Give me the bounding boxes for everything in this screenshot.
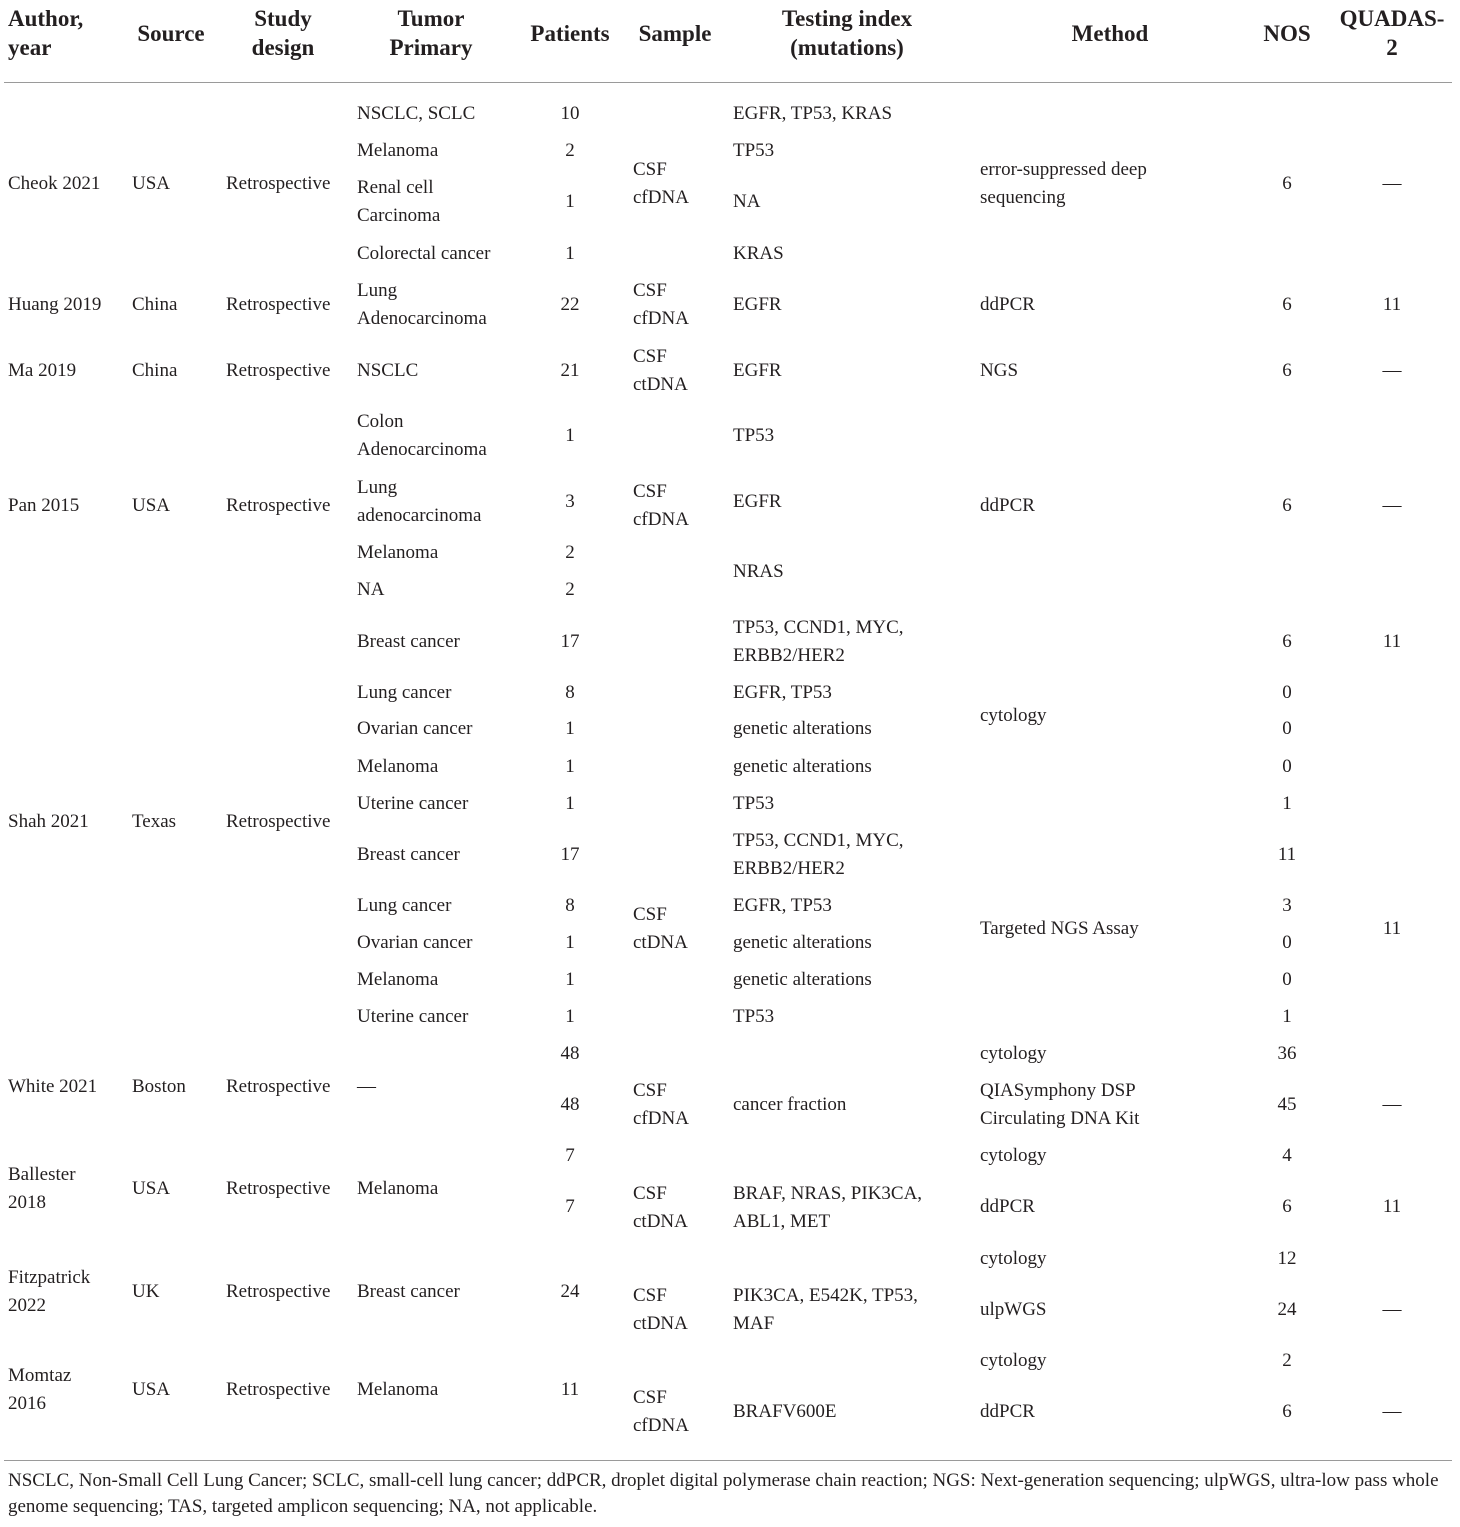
testing-index-cell: EGFR	[733, 360, 782, 381]
nos-cell: 6	[1282, 631, 1292, 652]
tumor-cell: Melanoma	[357, 140, 439, 161]
author-cell: Ma 2019	[8, 360, 77, 381]
method-cell: QIASymphony DSP Circulating DNA Kit	[980, 1080, 1140, 1129]
header-author-year: Author, year	[8, 6, 84, 60]
source-cell: USA	[132, 1379, 171, 1400]
sample-cell: CSF cfDNA	[633, 1080, 689, 1129]
tumor-cell: Melanoma	[357, 1379, 439, 1400]
patients-cell: 1	[565, 756, 575, 777]
tumor-cell: Uterine cancer	[357, 1006, 469, 1027]
sample-cell: CSF cfDNA	[633, 159, 689, 208]
source-cell: Boston	[132, 1076, 186, 1097]
testing-index-cell: BRAFV600E	[733, 1401, 837, 1422]
design-cell: Retrospective	[226, 1281, 331, 1302]
header-source: Source	[137, 21, 205, 46]
header-nos: NOS	[1263, 21, 1311, 46]
sample-cell: CSF cfDNA	[633, 280, 689, 329]
patients-cell: 21	[560, 360, 580, 381]
patients-cell: 1	[565, 243, 575, 264]
nos-cell: 0	[1282, 969, 1292, 990]
patients-cell: 2	[565, 542, 575, 563]
quadas-cell: 11	[1382, 631, 1402, 652]
patients-cell: 17	[560, 844, 580, 865]
nos-cell: 45	[1277, 1094, 1297, 1115]
testing-index-cell: EGFR, TP53, KRAS	[733, 103, 893, 124]
testing-index-cell: EGFR	[733, 491, 782, 512]
quadas-cell: —	[1382, 360, 1402, 381]
patients-cell: 8	[565, 895, 575, 916]
nos-cell: 0	[1282, 756, 1292, 777]
design-cell: Retrospective	[226, 360, 331, 381]
header-testing-index: Testing index (mutations)	[781, 6, 913, 60]
patients-cell: 2	[565, 579, 575, 600]
nos-cell: 6	[1282, 294, 1292, 315]
method-cell: NGS	[980, 360, 1019, 381]
testing-index-cell: cancer fraction	[733, 1094, 847, 1115]
tumor-cell: Uterine cancer	[357, 793, 469, 814]
patients-cell: 3	[565, 491, 575, 512]
sample-cell: CSF cfDNA	[633, 1387, 689, 1436]
testing-index-cell: NA	[733, 191, 761, 212]
source-cell: Texas	[132, 811, 177, 832]
design-cell: Retrospective	[226, 1379, 331, 1400]
tumor-cell: NSCLC	[357, 360, 419, 381]
method-cell: cytology	[980, 1350, 1047, 1371]
nos-cell: 3	[1282, 895, 1292, 916]
header-method: Method	[1071, 21, 1149, 46]
source-cell: USA	[132, 1178, 171, 1199]
design-cell: Retrospective	[226, 1076, 331, 1097]
patients-cell: 1	[565, 969, 575, 990]
nos-cell: 1	[1282, 1006, 1292, 1027]
testing-index-cell: TP53, CCND1, MYC, ERBB2/HER2	[733, 617, 904, 666]
nos-cell: 11	[1277, 844, 1297, 865]
method-cell: ddPCR	[980, 294, 1035, 315]
method-cell: cytology	[980, 705, 1047, 726]
patients-cell: 11	[560, 1379, 580, 1400]
quadas-cell: —	[1382, 1401, 1402, 1422]
table-footnote: NSCLC, Non-Small Cell Lung Cancer; SCLC, small-cell lung cancer; ddPCR, droplet digital polymerase chain reaction; NGS: Next-generation sequencing; ulpWGS, ultra-low pass whole genome sequencing; TAS, targeted amplicon sequencing; NA, not applicable.	[8, 1470, 1439, 1517]
patients-cell: 24	[560, 1281, 580, 1302]
source-cell: UK	[132, 1281, 160, 1302]
nos-cell: 6	[1282, 173, 1292, 194]
nos-cell: 6	[1282, 360, 1292, 381]
testing-index-cell: EGFR	[733, 294, 782, 315]
tumor-cell: Lung cancer	[357, 682, 452, 703]
nos-cell: 24	[1277, 1299, 1297, 1320]
tumor-cell: Renal cell Carcinoma	[357, 177, 441, 226]
patients-cell: 2	[565, 140, 575, 161]
nos-cell: 0	[1282, 718, 1292, 739]
author-cell: Fitzpatrick 2022	[8, 1267, 91, 1316]
testing-index-cell: genetic alterations	[733, 969, 872, 990]
tumor-cell: Melanoma	[357, 756, 439, 777]
design-cell: Retrospective	[226, 294, 331, 315]
header-quadas-2: QUADAS- 2	[1339, 6, 1445, 60]
method-cell: ddPCR	[980, 1196, 1035, 1217]
author-cell: Pan 2015	[8, 495, 80, 516]
testing-index-cell: TP53, CCND1, MYC, ERBB2/HER2	[733, 830, 904, 879]
method-cell: ddPCR	[980, 495, 1035, 516]
quadas-cell: —	[1382, 1299, 1402, 1320]
sample-cell: CSF ctDNA	[633, 1183, 688, 1232]
patients-cell: 1	[565, 718, 575, 739]
sample-cell: CSF cfDNA	[633, 481, 689, 530]
design-cell: Retrospective	[226, 1178, 331, 1199]
author-cell: Momtaz 2016	[8, 1365, 72, 1414]
tumor-cell: NA	[357, 579, 385, 600]
testing-index-cell: PIK3CA, E542K, TP53, MAF	[733, 1285, 918, 1334]
patients-cell: 1	[565, 191, 575, 212]
quadas-cell: 11	[1382, 918, 1402, 939]
nos-cell: 6	[1282, 1196, 1292, 1217]
tumor-cell: Breast cancer	[357, 631, 460, 652]
testing-index-cell: EGFR, TP53	[733, 895, 832, 916]
method-cell: Targeted NGS Assay	[980, 918, 1139, 939]
source-cell: USA	[132, 495, 171, 516]
patients-cell: 22	[560, 294, 580, 315]
source-cell: China	[132, 360, 178, 381]
nos-cell: 0	[1282, 682, 1292, 703]
method-cell: cytology	[980, 1248, 1047, 1269]
tumor-cell: —	[357, 1076, 376, 1097]
tumor-cell: Breast cancer	[357, 844, 460, 865]
header-patients: Patients	[530, 21, 610, 46]
nos-cell: 4	[1282, 1145, 1292, 1166]
tumor-cell: Lung cancer	[357, 895, 452, 916]
patients-cell: 1	[565, 793, 575, 814]
tumor-cell: Lung adenocarcinoma	[357, 477, 482, 526]
design-cell: Retrospective	[226, 811, 331, 832]
testing-index-cell: BRAF, NRAS, PIK3CA, ABL1, MET	[733, 1183, 923, 1232]
testing-index-cell: NRAS	[733, 561, 784, 582]
tumor-cell: Colon Adenocarcinoma	[357, 411, 487, 460]
testing-index-cell: KRAS	[733, 243, 784, 264]
patients-cell: 10	[560, 103, 580, 124]
patients-cell: 17	[560, 631, 580, 652]
method-cell: error-suppressed deep sequencing	[980, 159, 1147, 208]
tumor-cell: Melanoma	[357, 542, 439, 563]
testing-index-cell: genetic alterations	[733, 718, 872, 739]
sample-cell: CSF ctDNA	[633, 904, 688, 953]
testing-index-cell: TP53	[733, 793, 775, 814]
nos-cell: 1	[1282, 793, 1292, 814]
patients-cell: 48	[560, 1094, 580, 1115]
patients-cell: 1	[565, 932, 575, 953]
source-cell: USA	[132, 173, 171, 194]
patients-cell: 1	[565, 425, 575, 446]
quadas-cell: 11	[1382, 294, 1402, 315]
nos-cell: 6	[1282, 495, 1292, 516]
method-cell: cytology	[980, 1145, 1047, 1166]
quadas-cell: —	[1382, 495, 1402, 516]
testing-index-cell: TP53	[733, 140, 775, 161]
tumor-cell: Breast cancer	[357, 1281, 460, 1302]
patients-cell: 1	[565, 1006, 575, 1027]
author-cell: Shah 2021	[8, 811, 89, 832]
tumor-cell: Melanoma	[357, 1178, 439, 1199]
tumor-cell: Ovarian cancer	[357, 932, 473, 953]
nos-cell: 0	[1282, 932, 1292, 953]
method-cell: cytology	[980, 1043, 1047, 1064]
testing-index-cell: genetic alterations	[733, 756, 872, 777]
tumor-cell: Melanoma	[357, 969, 439, 990]
tumor-cell: Ovarian cancer	[357, 718, 473, 739]
testing-index-cell: genetic alterations	[733, 932, 872, 953]
author-cell: Cheok 2021	[8, 173, 101, 194]
source-cell: China	[132, 294, 178, 315]
patients-cell: 7	[565, 1145, 575, 1166]
method-cell: ddPCR	[980, 1401, 1035, 1422]
nos-cell: 12	[1277, 1248, 1297, 1269]
testing-index-cell: TP53	[733, 425, 775, 446]
nos-cell: 6	[1282, 1401, 1292, 1422]
patients-cell: 8	[565, 682, 575, 703]
quadas-cell: —	[1382, 173, 1402, 194]
patients-cell: 48	[560, 1043, 580, 1064]
nos-cell: 36	[1277, 1043, 1297, 1064]
design-cell: Retrospective	[226, 173, 331, 194]
nos-cell: 2	[1282, 1350, 1292, 1371]
testing-index-cell: TP53	[733, 1006, 775, 1027]
header-rule	[4, 82, 1452, 83]
testing-index-cell: EGFR, TP53	[733, 682, 832, 703]
design-cell: Retrospective	[226, 495, 331, 516]
author-cell: White 2021	[8, 1076, 98, 1097]
header-sample: Sample	[638, 21, 712, 46]
patients-cell: 7	[565, 1196, 575, 1217]
author-cell: Ballester 2018	[8, 1164, 76, 1213]
header-study-design: Study design	[251, 6, 315, 60]
method-cell: ulpWGS	[980, 1299, 1047, 1320]
header-tumor-primary: Tumor Primary	[389, 6, 473, 60]
footer-rule	[4, 1460, 1452, 1461]
author-cell: Huang 2019	[8, 294, 102, 315]
quadas-cell: —	[1382, 1094, 1402, 1115]
tumor-cell: Colorectal cancer	[357, 243, 491, 264]
sample-cell: CSF ctDNA	[633, 1285, 688, 1334]
tumor-cell: Lung Adenocarcinoma	[357, 280, 487, 329]
tumor-cell: NSCLC, SCLC	[357, 103, 476, 124]
sample-cell: CSF ctDNA	[633, 346, 688, 395]
quadas-cell: 11	[1382, 1196, 1402, 1217]
